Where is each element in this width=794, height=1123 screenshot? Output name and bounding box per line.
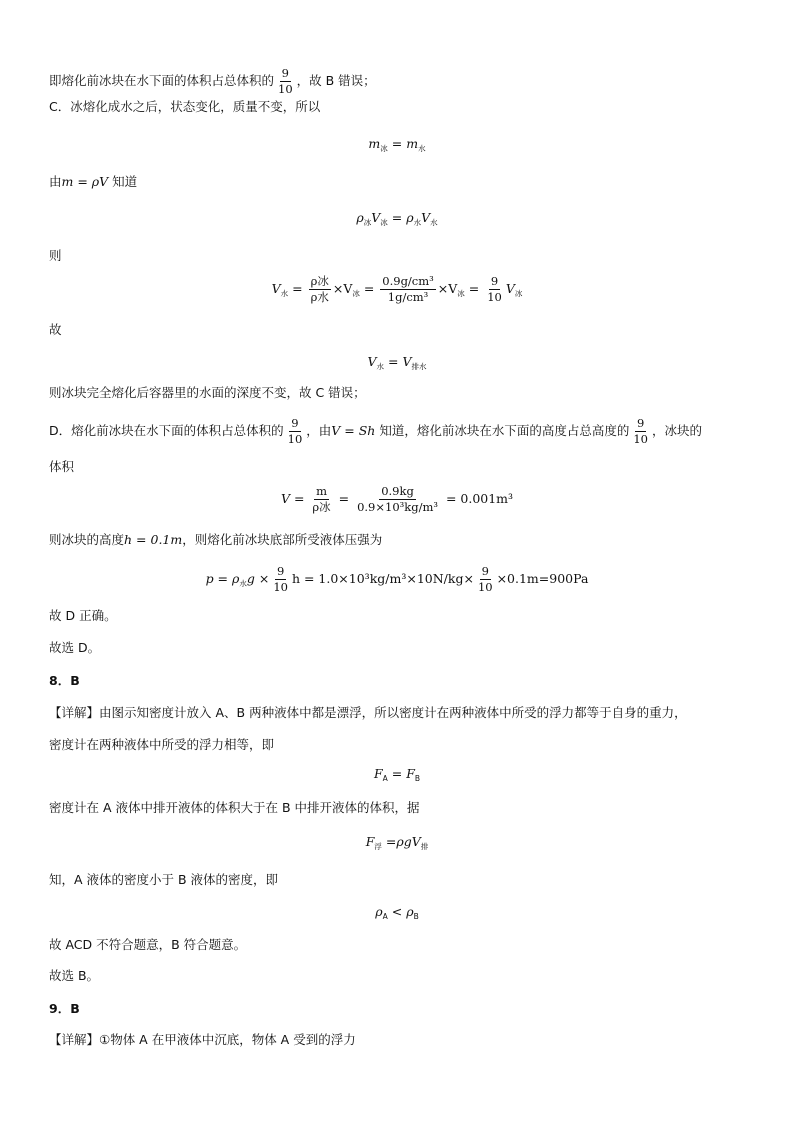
text-line: 则冰块的高度h = 0.1m，则熔化前冰块底部所受液体压强为 (49, 532, 383, 547)
text-line: 由m = ρV 知道 (49, 174, 138, 189)
text-line: D．熔化前冰块在水下面的体积占总体积的 $\frac{9}{10}$ ，由V = Sh 知道，熔化前冰块在水下面的高度占总高度的 $\frac{9}{10}$ ，冰块的 (49, 416, 702, 446)
text-line: 故 ACD 不符合题意，B 符合题意。 (49, 937, 247, 952)
inline-formula: m = ρV (61, 174, 109, 189)
equation: $F_浮 =\rho gV_排$ (365, 834, 429, 851)
text-line: 故选 D。 (49, 640, 101, 655)
text-line (49, 66, 376, 97)
text-line: 故 (49, 322, 62, 337)
question-number: 8．B (49, 673, 80, 688)
fraction: $\frac{0.9kg}{\text{0.9×10³kg/m³}}$ (357, 484, 438, 514)
equation: $\rho_冰V_冰 = \rho_水V_水$ (356, 210, 438, 227)
fraction: $\frac{\text{ρ冰}}{\text{ρ水}}$ (310, 274, 329, 304)
text-line: 故选 B。 (49, 968, 100, 983)
text-line: 【详解】由图示知密度计放入 A、B 两种液体中都是漂浮，所以密度计在两种液体中所受的浮力都等于自身的重力， (49, 705, 687, 720)
fraction: $\frac{9}{10}$ (273, 564, 288, 594)
fraction: $\frac{\text{0.9g/cm³}}{\text{1g/cm³}}$ (382, 274, 434, 304)
equation: V = $\frac{m}{\text{ρ冰}}$ = $\frac{0.9kg}{\text{0.9×10³kg/m³}}$ = 0.001m³ (280, 484, 514, 514)
fraction (276, 66, 295, 97)
equation: $p = \rho_水g$ × $\frac{9}{10}$ h = 1.0×10³kg/m³×10N/kg× $\frac{9}{10}$ ×0.1m=900Pa (205, 564, 589, 594)
inline-formula: V = Sh (331, 423, 376, 438)
equation: $F_A = F_B$ (373, 766, 421, 783)
text-line: 【详解】①物体 A 在甲液体中沉底，物体 A 受到的浮力 (49, 1032, 356, 1047)
inline-formula: h = 0.1m (124, 532, 183, 547)
fraction: $\frac{9}{10}$ (287, 416, 303, 446)
fraction: $\frac{9}{10}$ (487, 274, 502, 304)
fraction: $\frac{9}{10}$ (633, 416, 648, 446)
fraction: $\frac{m}{\text{ρ冰}}$ (312, 484, 331, 514)
fraction: $\frac{9}{10}$ (477, 564, 493, 594)
fraction-numerator: 9 (281, 66, 289, 80)
text-line: 则 (49, 248, 62, 263)
text-line: 密度计在两种液体中所受的浮力相等，即 (49, 737, 275, 752)
text-line: 体积 (49, 459, 75, 474)
text-segment: ，故 B 错误； (296, 73, 376, 88)
text-line: 密度计在 A 液体中排开液体的体积大于在 B 中排开液体的体积，据 (49, 800, 420, 815)
equation: $\rho_A < \rho_B$ (375, 904, 419, 921)
fraction-denominator: 10 (278, 82, 293, 96)
text-line: 则冰块完全熔化后容器里的水面的深度不变，故 C 错误； (49, 385, 366, 400)
equation: $V_水$ = $\frac{\text{ρ冰}}{\text{ρ水}}$ $\times V_冰$ = $\frac{\text{0.9g/cm³}}{\text{1g/cm³}}$ $\times V_冰$ = $\frac{9}{10}$ $V_冰$ (271, 274, 523, 304)
question-number: 9．B (49, 1001, 80, 1016)
text-segment: 即熔化前冰块在水下面的体积占总体积的 (49, 73, 275, 88)
equation: $m_冰 = m_水$ (368, 136, 426, 153)
text-line: C．冰熔化成水之后，状态变化，质量不变，所以 (49, 99, 321, 114)
text-line: 知，A 液体的密度小于 B 液体的密度，即 (49, 872, 279, 887)
equation: $V_水 = V_{排水}$ (367, 354, 427, 371)
text-line: 故 D 正确。 (49, 608, 117, 623)
